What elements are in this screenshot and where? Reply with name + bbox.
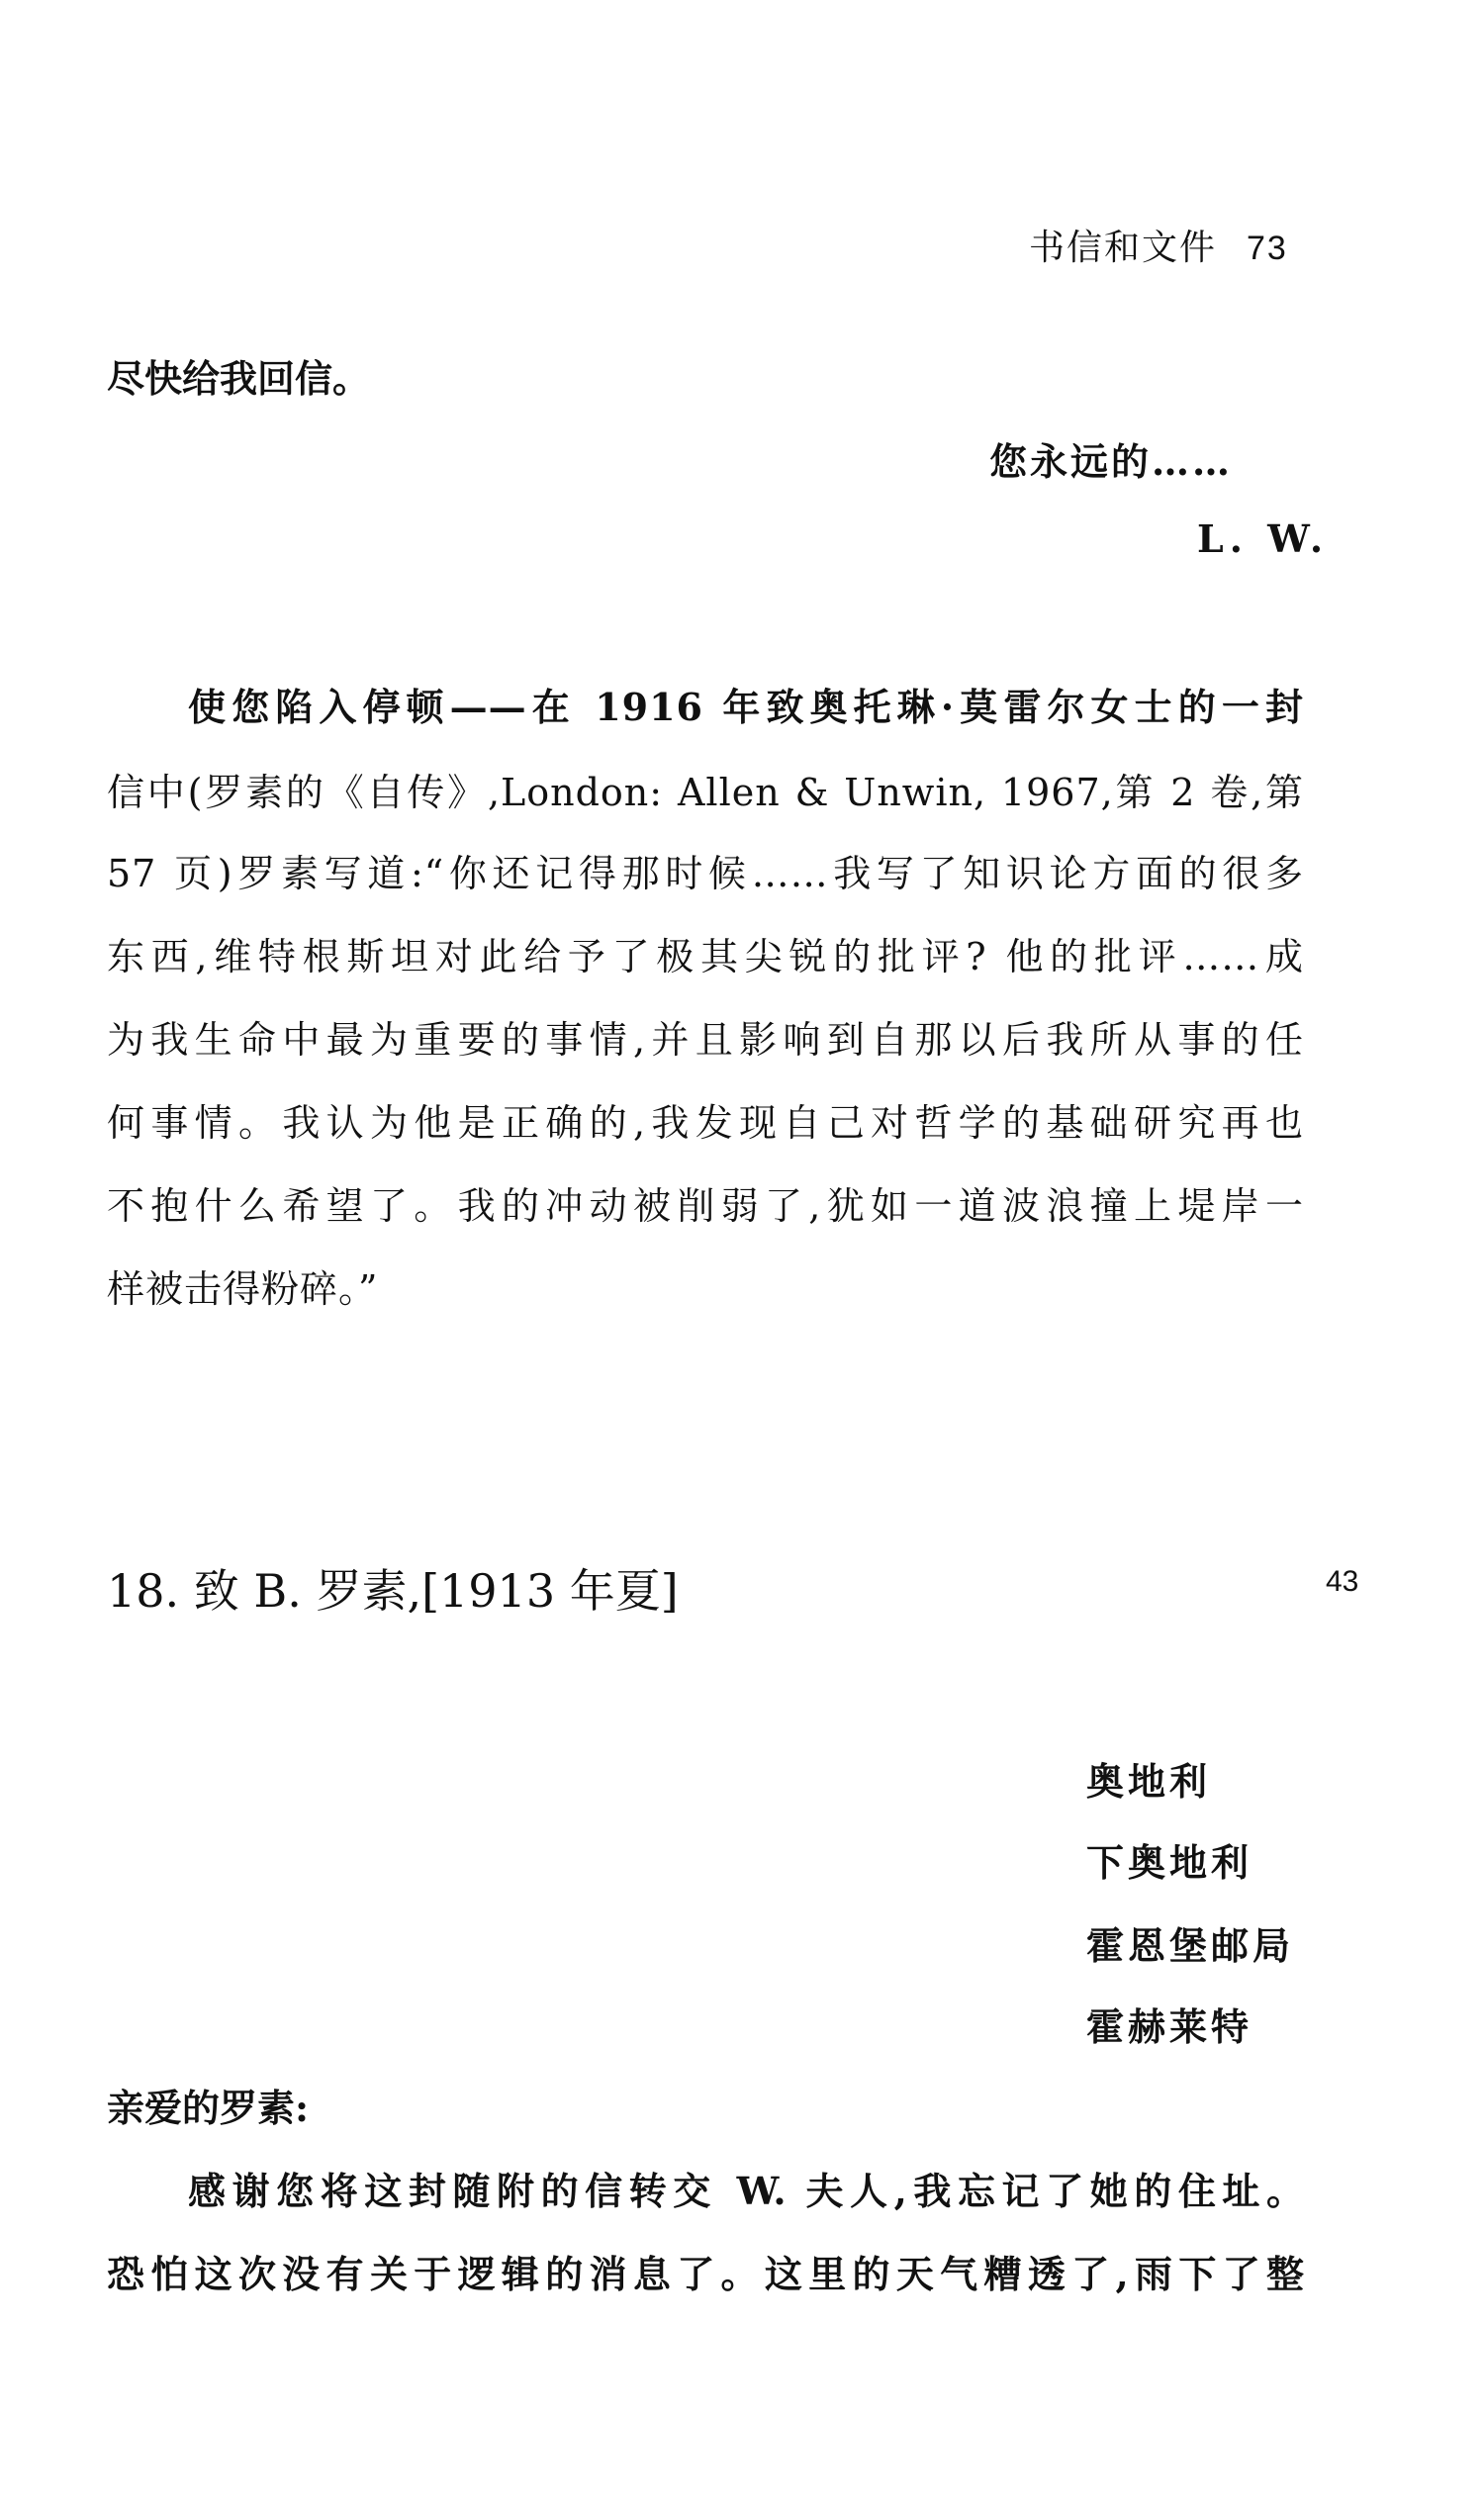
letter-body-line: 感谢您将这封随附的信转交 W. 夫人,我忘记了她的住址。 [188, 2169, 1304, 2213]
note-line: 何事情。我认为他是正确的,我发现自己对哲学的基础研究再也 [107, 1101, 1304, 1145]
note-line: 信中(罗素的《自传》,London: Allen & Unwin, 1967,第 2 卷,第 [107, 771, 1304, 814]
address-line: 奥地利 [1086, 1759, 1212, 1804]
address-line: 霍赫莱特 [1086, 2004, 1253, 2049]
section-heading: 18. 致 B. 罗素,[1913 年夏] [107, 1564, 679, 1618]
margin-number: 43 [1326, 1565, 1359, 1598]
running-head [1029, 220, 1288, 270]
note-line: 东西,维特根斯坦对此给予了极其尖锐的批评? 他的批评……成 [107, 935, 1304, 978]
address-line: 霍恩堡邮局 [1086, 1923, 1295, 1968]
note-line: 使您陷入停顿——在 1916 年致奥托琳·莫雷尔女士的一封 [188, 685, 1304, 729]
note-line: 为我生命中最为重要的事情,并且影响到自那以后我所从事的任 [107, 1018, 1304, 1062]
note-line: 57 页)罗素写道:“你还记得那时候……我写了知识论方面的很多 [107, 852, 1304, 895]
salutation: 亲爱的罗素: [107, 2086, 310, 2130]
letter-closing-line: 尽快给我回信。 [107, 356, 371, 401]
page-number: 73 [1247, 230, 1288, 267]
note-line: 样被击得粉碎。” [107, 1267, 379, 1311]
signature: L. W. [1197, 516, 1330, 561]
valediction: 您永远的…… [989, 439, 1234, 484]
note-line: 不抱什么希望了。我的冲动被削弱了,犹如一道波浪撞上堤岸一 [107, 1184, 1304, 1228]
letter-body-line: 恐怕这次没有关于逻辑的消息了。这里的天气糟透了,雨下了整 [107, 2252, 1304, 2296]
running-head-title: 书信和文件 [1029, 228, 1218, 268]
address-line: 下奥地利 [1086, 1840, 1253, 1885]
